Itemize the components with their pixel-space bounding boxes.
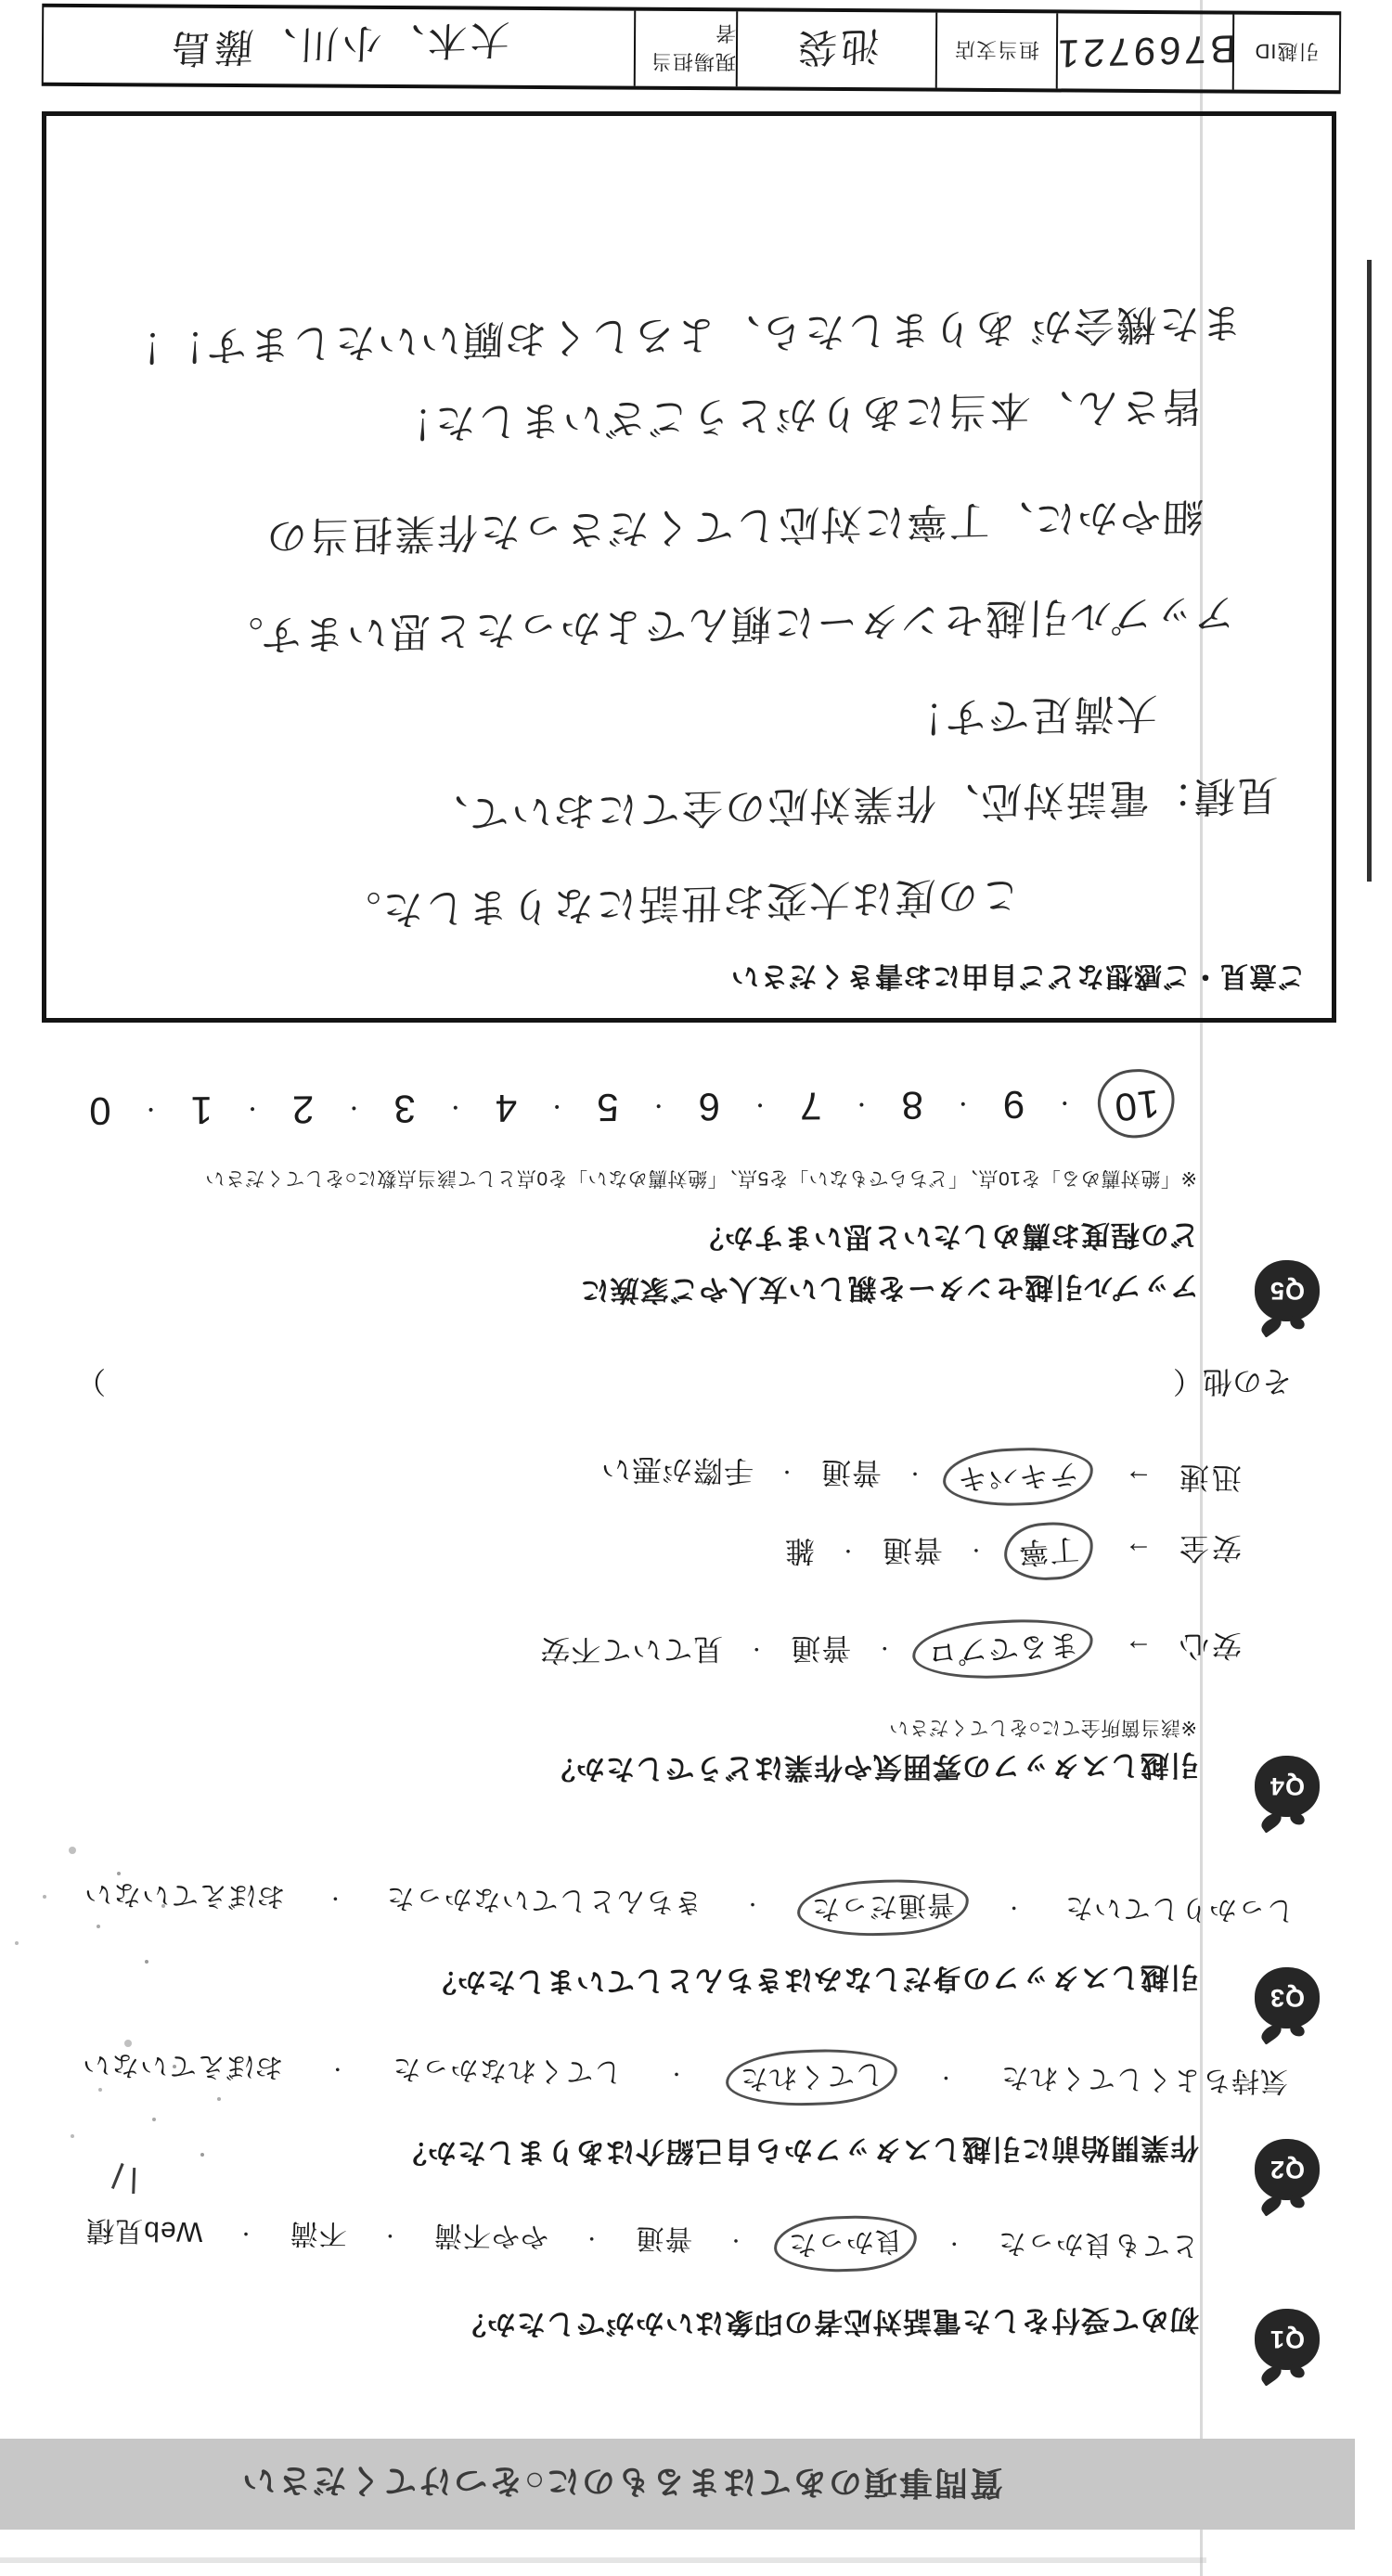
q4-row-jinsoku — [600, 1447, 1243, 1504]
option-separator: ・ — [1004, 1897, 1024, 1918]
comment-box — [42, 111, 1336, 1023]
option-separator: ・ — [328, 2058, 347, 2080]
option-circled: 普通だった — [796, 1876, 970, 1938]
table-label-cell — [634, 11, 736, 87]
scale-value: 3 — [393, 1087, 416, 1131]
q4-row-anshin — [539, 1623, 1242, 1676]
option-separator: ・ — [747, 1638, 767, 1659]
scale-separator: ・ — [647, 1094, 669, 1118]
table-field-label: 担当支店 — [953, 37, 1040, 62]
q1-label: Q1 — [1269, 2325, 1306, 2354]
option: 不満 — [289, 2217, 347, 2249]
option-circled: テキパキ — [942, 1445, 1094, 1508]
q4-row-anzen — [784, 1526, 1242, 1577]
q4-title: 引越しスタッフの雰囲気や作業はどうでしたか？ — [545, 1748, 1200, 1786]
q3-options — [84, 1874, 1295, 1937]
scale-separator: ・ — [342, 1096, 365, 1120]
stray-pen-mark — [98, 2159, 143, 2196]
option-separator: ・ — [966, 1539, 986, 1560]
scan-speckles — [145, 1960, 148, 1964]
option-separator: ・ — [936, 2067, 956, 2088]
option-separator: ・ — [582, 2227, 601, 2248]
q1-apple-icon — [1255, 2309, 1320, 2370]
handwritten-line: 細やかに、丁寧に対応してくださった作業担当の — [264, 492, 1205, 560]
arrow-icon: → — [1124, 1633, 1154, 1665]
table-field-value-handwritten: 池袋 — [793, 24, 881, 71]
handwritten-line: 皆さん、本当にありがとうございました！ — [389, 382, 1205, 446]
footer-id-table — [42, 4, 1342, 95]
scale-separator: ・ — [850, 1092, 872, 1116]
q5-note: ※「絶対薦める」を10点、「どちらでもない」を5点、「絶対薦めない」を0点として該当点数に○をしてください — [204, 1167, 1197, 1189]
comment-box-header: ご意見・ご感想などご自由にお書きください — [730, 960, 1306, 991]
option: 雑 — [783, 1534, 816, 1568]
option-separator: ・ — [777, 1461, 797, 1482]
q4-note: ※該当箇所全てに○をしてください — [888, 1717, 1197, 1738]
instruction-banner — [0, 2439, 1355, 2530]
scale-value: 2 — [290, 1088, 315, 1132]
scale-value-circled: 10 — [1094, 1065, 1178, 1142]
handwritten-line: アップル引越センターに頼んでよかったと思います。 — [219, 589, 1236, 659]
scale-separator: ・ — [139, 1098, 161, 1122]
option: 普通 — [790, 1631, 852, 1666]
option-separator: ・ — [666, 2063, 687, 2084]
handwritten-line: また機会が ありましたら、よろしくお願いいたします！！ — [119, 299, 1244, 370]
table-value-cell — [1052, 13, 1237, 89]
option-separator: ・ — [380, 2224, 400, 2246]
q4-apple-icon — [1255, 1756, 1320, 1817]
q1-title: 初めて受付をした電話対応者の印象はいかがでしたか？ — [456, 2303, 1200, 2341]
option: 普通 — [635, 2222, 693, 2254]
option: 気持ちよくしてくれた — [999, 2061, 1289, 2097]
option: Web見積 — [85, 2214, 203, 2248]
option: 手際が悪い — [599, 1452, 754, 1488]
table-field-value-handwritten: 大木、小川、藤島 — [167, 17, 511, 71]
q5-apple-icon — [1255, 1260, 1320, 1321]
handwritten-line: この度は大変お世話になりました。 — [337, 871, 1022, 934]
scale-separator: ・ — [546, 1094, 568, 1119]
table-value-cell — [736, 11, 935, 87]
scale-value: 4 — [494, 1086, 518, 1131]
scale-separator: ・ — [240, 1097, 264, 1121]
scale-value: 5 — [596, 1086, 619, 1130]
option: してくれなかった — [392, 2053, 623, 2088]
q5-title-line1: アップル引越センターを親しい友人やご家族に — [579, 1269, 1200, 1307]
q4-row-label: 安心 — [1176, 1629, 1243, 1663]
option-separator: ・ — [905, 1462, 925, 1484]
scale-value: 7 — [798, 1084, 822, 1128]
q4-label: Q4 — [1269, 1772, 1306, 1801]
option-separator: ・ — [742, 1893, 763, 1914]
q2-options — [82, 2044, 1289, 2107]
option-circled: 良かった — [773, 2213, 918, 2274]
q1-options — [85, 2210, 1200, 2273]
q5-nps-scale — [88, 1078, 1169, 1136]
option: きちんとしていなかった — [385, 1882, 702, 1918]
scan-speckles — [200, 2153, 204, 2157]
option-circled: まるでプロ — [911, 1615, 1095, 1682]
option-separator: ・ — [236, 2222, 256, 2244]
option: とても良かった — [997, 2227, 1200, 2261]
handwritten-line: 見積：電話対応、作業対応の全てにおいて、 — [424, 771, 1279, 837]
scale-value: 0 — [88, 1088, 111, 1134]
scale-separator: ・ — [444, 1095, 466, 1119]
scale-separator: ・ — [1053, 1091, 1076, 1115]
scale-value: 6 — [697, 1085, 721, 1129]
option: しっかりしていた — [1063, 1891, 1295, 1926]
scale-separator: ・ — [951, 1091, 973, 1116]
option-separator: ・ — [838, 1539, 858, 1561]
scan-edge-streak — [0, 2557, 1206, 2563]
option: おぼえていない — [83, 1877, 286, 1912]
option-separator: ・ — [326, 1887, 345, 1909]
q2-apple-icon — [1255, 2139, 1320, 2200]
option: 見ていて不安 — [539, 1632, 724, 1668]
q3-apple-icon — [1255, 1967, 1320, 2029]
scale-separator: ・ — [748, 1093, 771, 1117]
q4-other-close-paren: ） — [75, 1365, 106, 1398]
scan-dark-streak — [1367, 260, 1372, 882]
instruction-banner-text: 質問事項のあてはまるものに○をつけてください — [240, 2462, 1003, 2503]
q3-title: 引越しスタッフの身だしなみはきちんとしていましたか？ — [426, 1961, 1200, 1999]
scale-value: 1 — [189, 1088, 213, 1133]
arrow-icon: → — [1124, 1535, 1154, 1567]
option-circled: 丁寧 — [1002, 1520, 1095, 1583]
arrow-icon: → — [1124, 1463, 1154, 1495]
option-circled: してくれた — [725, 2046, 898, 2108]
scale-value: 9 — [1001, 1083, 1025, 1127]
table-value-cell — [44, 7, 634, 86]
option: 普通 — [819, 1455, 883, 1490]
table-field-label: 引越ID — [1254, 39, 1320, 64]
scale-value: 8 — [900, 1083, 923, 1127]
option: おぼえていない — [81, 2048, 284, 2082]
q5-title-line2: どの程度お薦めしたいと思いますか？ — [693, 1218, 1200, 1255]
option: 普通 — [881, 1533, 944, 1567]
table-field-label: 現場担当者 — [650, 21, 737, 74]
option-separator: ・ — [875, 1637, 895, 1658]
q4-other-label: その他 — [1202, 1365, 1292, 1398]
option-separator: ・ — [726, 2229, 746, 2251]
q2-label: Q2 — [1269, 2156, 1306, 2184]
handwritten-line: 大満足です！ — [900, 689, 1158, 741]
table-label-cell — [1232, 15, 1339, 91]
q4-row-label: 迅速 — [1176, 1460, 1243, 1495]
q3-label: Q3 — [1269, 1984, 1306, 2013]
table-field-value-handwritten: B769721 — [1052, 27, 1237, 77]
q4-other-row — [76, 1362, 1292, 1405]
q2-title: 作業開始前に引越しスタッフから自己紹介はありましたか？ — [396, 2131, 1200, 2170]
table-label-cell — [935, 13, 1056, 89]
option-separator: ・ — [945, 2233, 964, 2254]
q5-label: Q5 — [1269, 1277, 1306, 1306]
q4-other-open-paren: （ — [1172, 1365, 1203, 1398]
q4-row-label: 安全 — [1176, 1531, 1243, 1565]
option: やや不満 — [432, 2219, 549, 2252]
